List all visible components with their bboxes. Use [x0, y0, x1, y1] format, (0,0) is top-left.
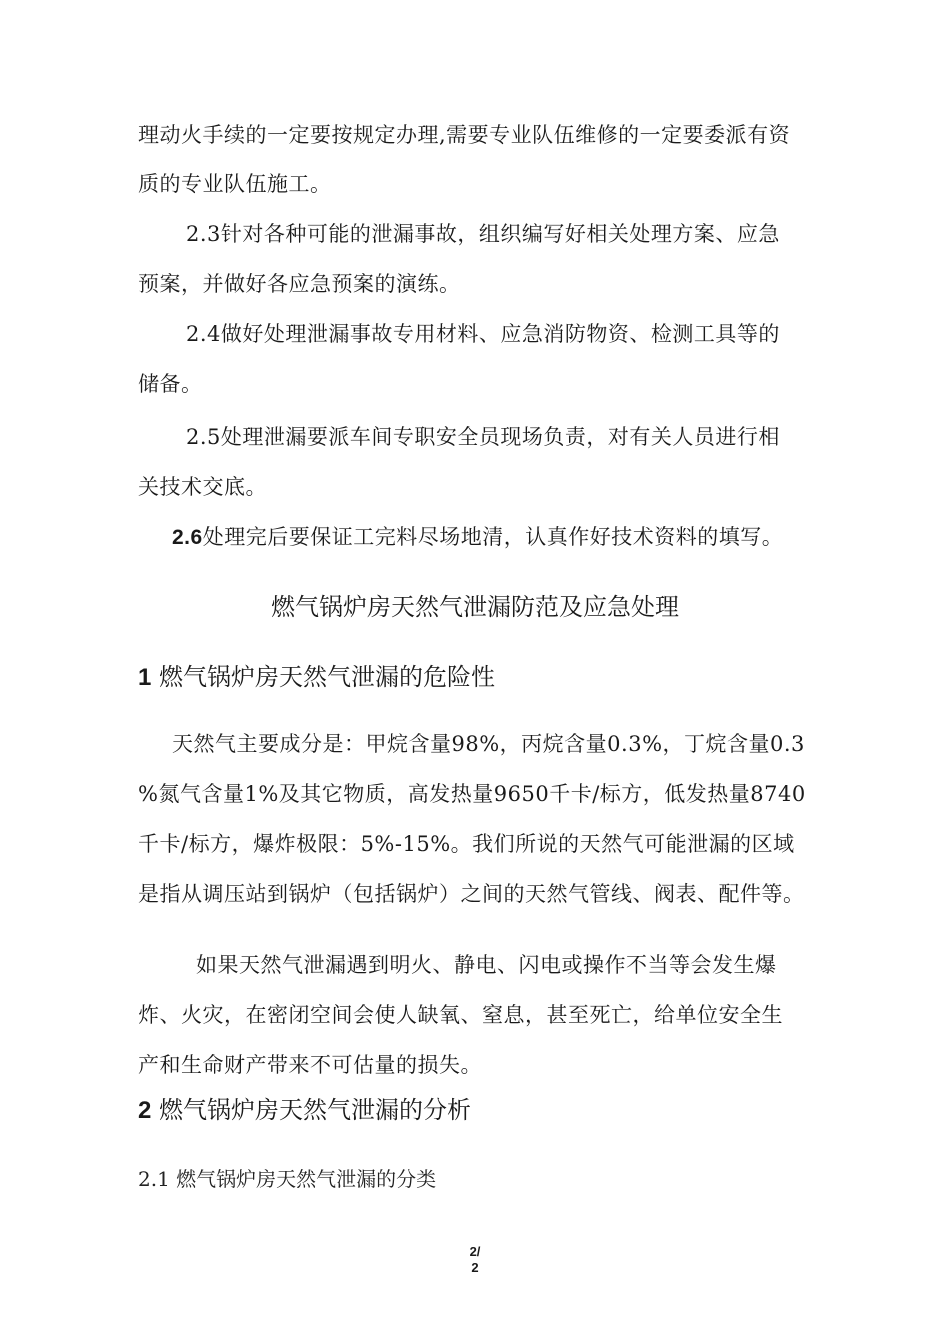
item-2-3-line-1: 2.3针对各种可能的泄漏事故，组织编写好相关处理方案、应急 [186, 222, 780, 246]
section-1-p1-line-3: 千卡/标方，爆炸极限：5%-15%。我们所说的天然气可能泄漏的区域 [138, 832, 795, 856]
subsection-2-1-heading: 2.1 燃气锅炉房天然气泄漏的分类 [138, 1167, 437, 1191]
section-2-title: 燃气锅炉房天然气泄漏的分析 [159, 1096, 471, 1124]
section-1-p1-line-1: 天然气主要成分是：甲烷含量98%，丙烷含量0.3%，丁烷含量0.3 [172, 732, 805, 756]
section-1-heading [138, 662, 495, 693]
item-2-3-line-2: 预案，并做好各应急预案的演练。 [138, 272, 461, 296]
section-1-p2-line-1: 如果天然气泄漏遇到明火、静电、闪电或操作不当等会发生爆 [196, 953, 777, 977]
section-1-p2-line-3: 产和生命财产带来不可估量的损失。 [138, 1053, 482, 1077]
section-2-number: 2 [138, 1097, 152, 1124]
item-2-4-line-2: 储备。 [138, 372, 203, 396]
item-2-5-line-2: 关技术交底。 [138, 475, 267, 499]
item-2-4-line-1: 2.4做好处理泄漏事故专用材料、应急消防物资、检测工具等的 [186, 322, 780, 346]
item-2-6 [172, 524, 783, 551]
section-1-p1-line-4: 是指从调压站到锅炉（包括锅炉）之间的天然气管线、阀表、配件等。 [138, 882, 805, 906]
intro-line-1: 理动火手续的一定要按规定办理,需要专业队伍维修的一定要委派有资 [138, 123, 791, 147]
section-2-heading [138, 1095, 471, 1126]
page-number-line-2: 2 [471, 1260, 479, 1275]
document-title: 燃气锅炉房天然气泄漏防范及应急处理 [271, 593, 679, 621]
page-number-line-1: 2/ [469, 1244, 481, 1259]
item-2-5-line-1: 2.5处理泄漏要派车间专职安全员现场负责，对有关人员进行相 [186, 425, 780, 449]
intro-line-2: 质的专业队伍施工。 [138, 172, 332, 196]
item-2-6-number: 2.6 [172, 526, 203, 549]
section-1-number: 1 [138, 664, 152, 691]
section-1-title: 燃气锅炉房天然气泄漏的危险性 [159, 663, 495, 691]
section-1-p1-line-2: %氮气含量1%及其它物质，高发热量9650千卡/标方，低发热量8740 [138, 782, 806, 806]
item-2-6-text: 处理完后要保证工完料尽场地清，认真作好技术资料的填写。 [202, 525, 784, 549]
section-1-p2-line-2: 炸、火灾，在密闭空间会使人缺氧、窒息，甚至死亡，给单位安全生 [138, 1003, 783, 1027]
